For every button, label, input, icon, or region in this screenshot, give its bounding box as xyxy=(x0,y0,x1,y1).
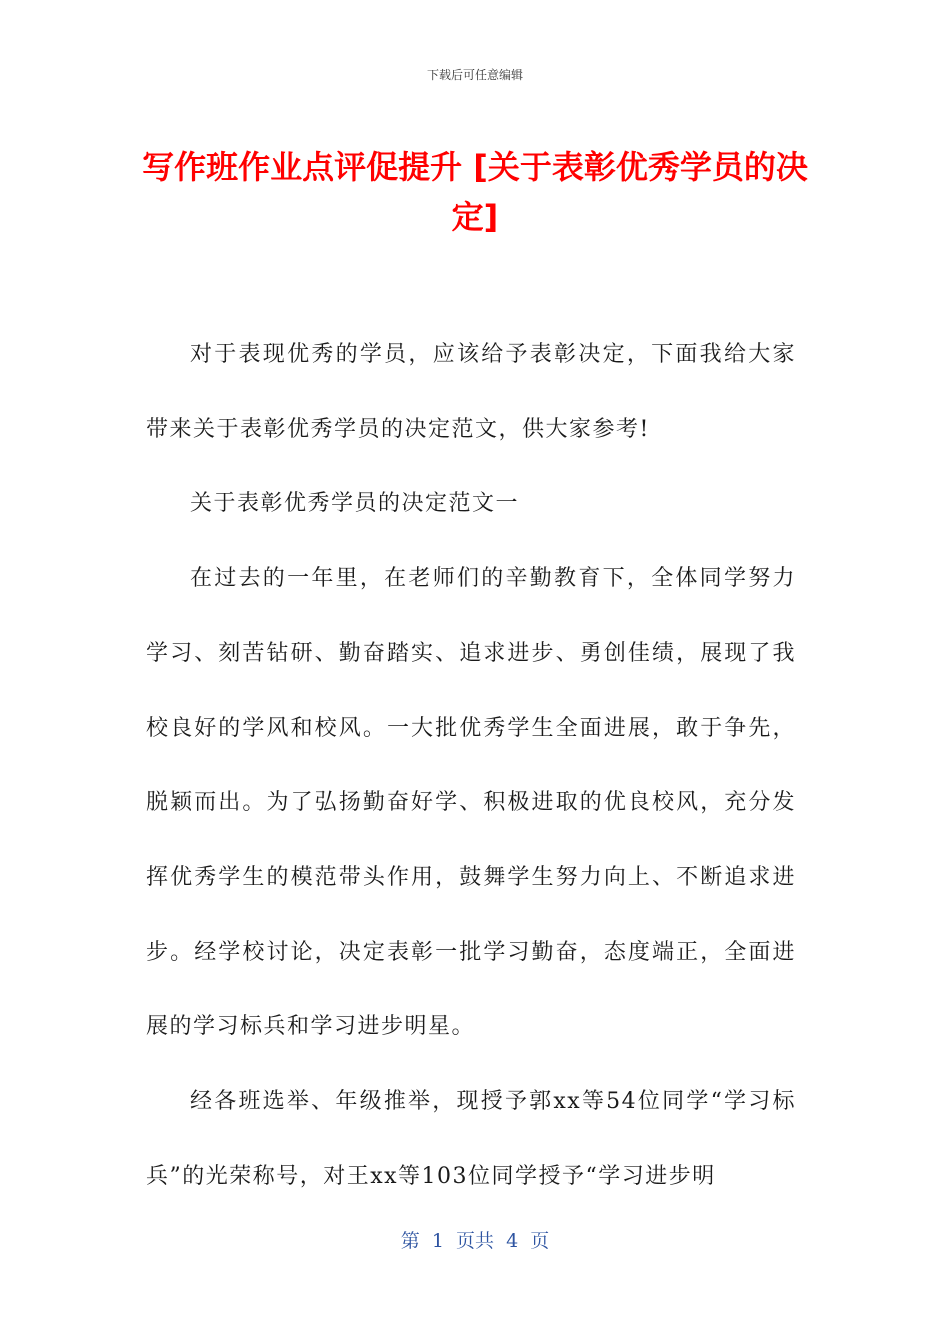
page-number-footer: 第 1 页共 4 页 xyxy=(400,1230,550,1252)
document-title: 写作班作业点评促提升 [关于表彰优秀学员的决定] xyxy=(142,148,808,236)
paragraph-intro: 对于表现优秀的学员，应该给予表彰决定，下面我给大家带来关于表彰优秀学员的决定范文，供大家参考! xyxy=(146,342,796,442)
document-body xyxy=(146,318,796,1214)
header-note: 下载后可任意编辑 xyxy=(426,68,523,82)
paragraph-main: 在过去的一年里，在老师们的辛勤教育下，全体同学努力学习、刻苦钻研、勤奋踏实、追求进步、勇创佳绩，展现了我校良好的学风和校风。一大批优秀学生全面进展，敢于争先，脱颖而出。为了弘扬勤奋好学、积极进取的优良校风，充分发挥优秀学生的模范带头作用，鼓舞学生努力向上、不断追求进步。经学校讨论，决定表彰一批学习勤奋，态度端正，全面进展的学习标兵和学习进步明星。 xyxy=(146,566,796,1040)
paragraph-award: 经各班选举、年级推举，现授予郭xx等54位同学“学习标兵”的光荣称号，对王xx等103位同学授予“学习进步明 xyxy=(146,1089,796,1189)
paragraph-section-heading: 关于表彰优秀学员的决定范文一 xyxy=(190,491,520,517)
